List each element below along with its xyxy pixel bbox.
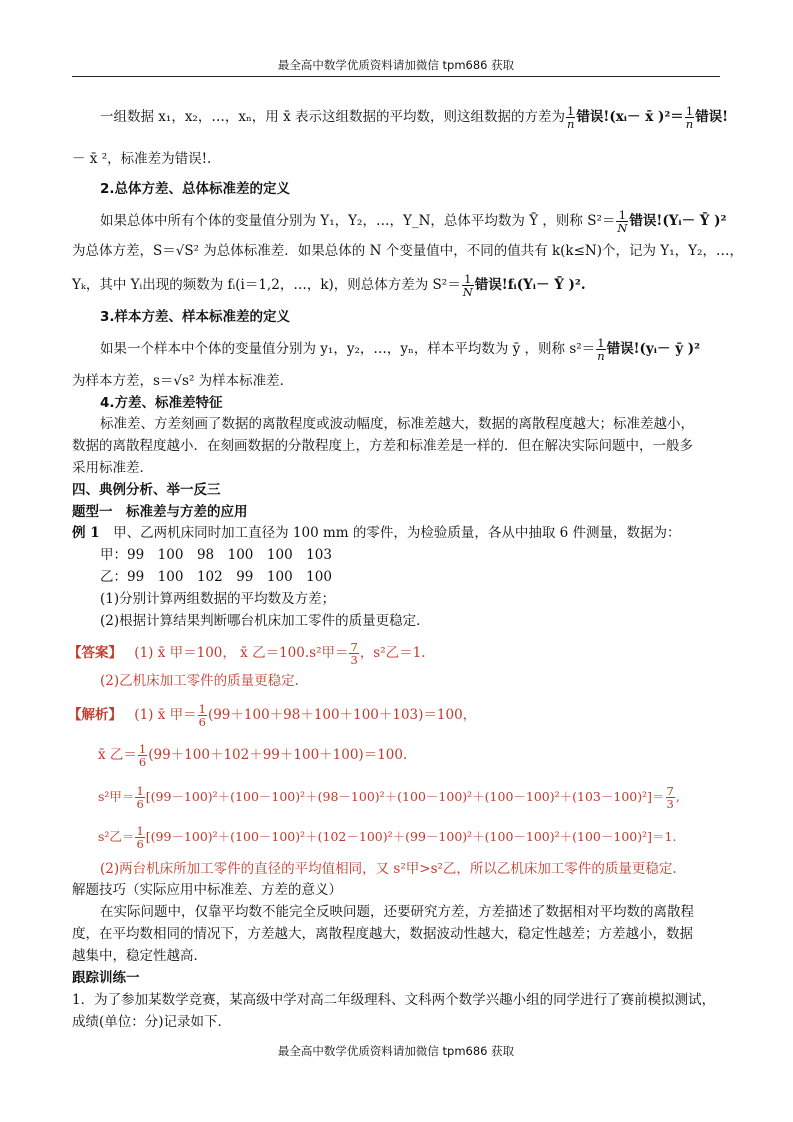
denominator: 3 (350, 653, 358, 667)
example-1-line (72, 523, 681, 543)
text-run: s²甲＝ (98, 789, 135, 804)
text-run: 如果总体中所有个体的变量值分别为 Y₁，Y₂，…，Y_N，总体平均数为 Ȳ ，则称 S²＝ (100, 213, 616, 229)
fraction (685, 105, 694, 130)
heading-features: 4.方差、标准差特征 (100, 395, 223, 411)
numerator: 1 (462, 273, 474, 286)
std-deviation-line: － x̄ ²，标准差为错误!. (72, 151, 212, 167)
tip-line: 越集中，稳定性越高． (72, 948, 207, 964)
numerator: 1 (685, 104, 694, 118)
numerator: 1 (138, 742, 147, 756)
text-run: (99＋100＋102＋99＋100＋100)＝100. (148, 747, 408, 763)
sample-std-line: 为样本方差，s＝√s² 为样本标准差． (72, 373, 294, 389)
answer-line-2: (2)乙机床加工零件的质量更稳定. (100, 673, 299, 689)
sample-variance-line (100, 337, 700, 362)
denominator: 6 (136, 837, 144, 851)
denominator: 6 (136, 797, 144, 811)
population-variance-line (100, 209, 726, 234)
paragraph-line: 采用标准差． (72, 460, 153, 476)
fraction (462, 273, 474, 298)
answer-tag: 【答案】 (68, 645, 122, 661)
paragraph-line: 数据的离散程度越小．在刻画数据的分散程度上，方差和标准差是一样的．但在解决实际问题中，一般多 (72, 438, 693, 454)
numerator: 1 (136, 784, 144, 798)
practice-line: 1．为了参加某数学竞赛，某高级中学对高二年级理科、文科两个数学兴趣小组的同学进行了赛前模拟测试， (72, 992, 716, 1008)
fraction (135, 825, 144, 850)
text-run: 如果一个样本中个体的变量值分别为 y₁，y₂，…，yₙ，样本平均数为 ȳ ，则称 s²＝ (100, 341, 596, 357)
fraction (596, 337, 605, 362)
paragraph-line: 标准差、方差刻画了数据的离散程度或波动幅度，标准差越大，数据的离散程度越大；标准差越小， (100, 416, 694, 432)
denominator: 3 (666, 797, 674, 811)
numerator: 1 (616, 209, 628, 222)
question-2: (2)根据计算结果判断哪台机床加工零件的质量更稳定． (100, 613, 430, 629)
numerator: 1 (136, 824, 144, 838)
population-std-line: 为总体方差，S＝√S² 为总体标准差．如果总体的 N 个变量值中，不同的值共有 k(k≤N)个，记为 Y₁，Y₂，…， (72, 243, 743, 259)
analysis-line (98, 825, 676, 850)
heading-sample-variance: 3.样本方差、样本标准差的定义 (100, 309, 291, 325)
data-row-jia: 甲：99 100 98 100 100 103 (100, 547, 332, 563)
text-run: 错误!fᵢ(Yᵢ－ Ȳ )². (474, 277, 586, 293)
practice-line: 成绩(单位：分)记录如下． (72, 1014, 232, 1030)
numerator: 1 (567, 104, 575, 118)
numerator: 7 (666, 784, 674, 798)
text-run: [(99－100)²＋(100－100)²＋(98－100)²＋(100－100)²＋(100－100)²＋(103－100)²]＝ (145, 789, 665, 804)
tip-heading: 解题技巧（实际应用中标准差、方差的意义） (72, 882, 342, 898)
analysis-line (98, 743, 407, 768)
text-run: ，s²乙＝1. (359, 645, 426, 661)
denominator: N (462, 285, 473, 299)
denominator: 6 (138, 755, 147, 769)
denominator: 6 (198, 715, 206, 729)
numerator: 1 (597, 336, 605, 350)
text-run: 错误! (695, 109, 729, 125)
fraction (666, 785, 675, 810)
fraction (349, 641, 358, 666)
population-freq-line (72, 273, 586, 298)
fraction (566, 105, 575, 130)
text-run: [(99－100)²＋(100－100)²＋(102－100)²＋(99－100)²＋(100－100)²＋(100－100)²]＝1. (145, 829, 677, 844)
text-run: (99＋100＋98＋100＋100＋103)＝100， (207, 707, 477, 723)
data-row-yi: 乙：99 100 102 99 100 100 (100, 569, 332, 585)
section-heading: 四、典例分析、举一反三 (72, 482, 221, 498)
text-run: 错误!(yᵢ－ ȳ )² (606, 341, 701, 357)
text-run: x̄ 乙＝ (98, 747, 137, 763)
denominator: n (685, 117, 694, 131)
numerator: 7 (350, 640, 358, 654)
denominator: n (567, 117, 575, 131)
example-label: 例 1 (72, 525, 100, 541)
analysis-conclusion: (2)两台机床所加工零件的直径的平均值相同，又 s²甲>s²乙，所以乙机床加工零件的质量更稳定. (100, 861, 677, 877)
practice-heading: 跟踪训练一 (72, 970, 140, 986)
page-header: 最全高中数学优质资料请加微信 tpm686 获取 (72, 57, 720, 77)
fraction (616, 209, 628, 234)
analysis-line: s²甲＝ $\frac{1}{6}$ [(99－100)²＋(100－100)²＋(98－100)²＋(100－100)²＋(100－100)²＋(103－100)²]＝ $\frac{7}{3}$ , (98, 784, 680, 811)
fraction (138, 743, 147, 768)
analysis-line (68, 703, 476, 728)
fraction (135, 785, 144, 810)
text-run: (1) x̄ 甲＝ (134, 707, 197, 723)
tip-line: 在实际问题中，仅靠平均数不能完全反映问题，还要研究方差，方差描述了数据相对平均数的离散程 (100, 904, 694, 920)
text-run: 错误!(xᵢ－ x̄ )²＝ (576, 109, 684, 125)
page-footer: 最全高中数学优质资料请加微信 tpm686 获取 (277, 1044, 515, 1058)
text-run: (1) x̄ 甲＝100， x̄ 乙＝100.s²甲＝ (134, 645, 349, 661)
analysis-tag: 【解析】 (68, 707, 122, 723)
topic-heading: 题型一 标准差与方差的应用 (72, 504, 248, 520)
denominator: n (597, 349, 605, 363)
denominator: N (617, 221, 628, 235)
answer-line (68, 641, 426, 666)
variance-definition-line (100, 105, 728, 130)
text-run: 一组数据 x₁，x₂，…，xₙ，用 x̄ 表示这组数据的平均数，则这组数据的方差为 (100, 109, 565, 125)
text-run: s²乙＝ (98, 829, 135, 844)
numerator: 1 (198, 702, 206, 716)
question-1: (1)分别计算两组数据的平均数及方差； (100, 591, 336, 607)
tip-line: 度，在平均数相同的情况下，方差越大，离散程度越大，数据波动性越大，稳定性越差；方差越小，数据 (72, 926, 693, 942)
text-run: Yₖ，其中 Yᵢ出现的频数为 fᵢ(i＝1,2，…，k)，则总体方差为 S²＝ (72, 277, 461, 293)
text-run: 错误!(Yᵢ－ Ȳ )² (629, 213, 727, 229)
heading-population-variance: 2.总体方差、总体标准差的定义 (100, 181, 291, 197)
text-run: 甲、乙两机床同时加工直径为 100 mm 的零件，为检验质量，各从中抽取 6 件测量，数据为： (99, 525, 681, 541)
fraction (198, 703, 207, 728)
